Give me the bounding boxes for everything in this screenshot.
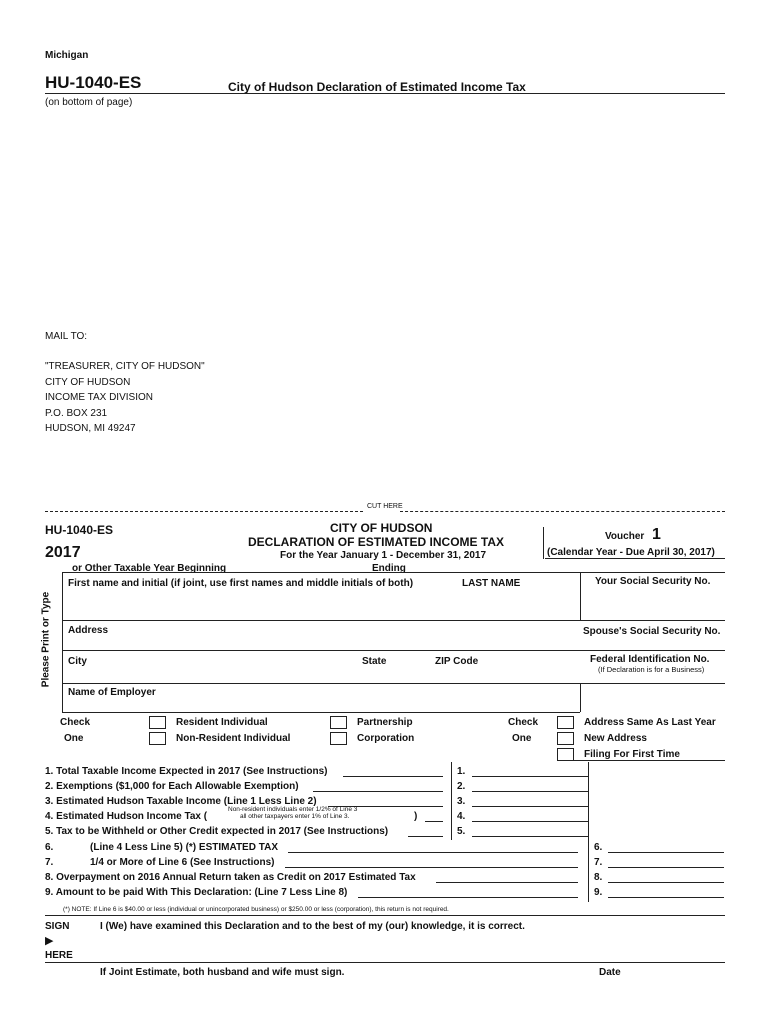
grid-left-rule bbox=[62, 572, 63, 712]
mail-line: P.O. BOX 231 bbox=[45, 408, 108, 419]
line-8-num: 8. bbox=[594, 872, 603, 883]
col-rule-b bbox=[588, 762, 589, 902]
first-time-rule bbox=[574, 760, 725, 761]
date-label: Date bbox=[599, 967, 621, 978]
resident-label: Resident Individual bbox=[176, 717, 268, 728]
state-label: Michigan bbox=[45, 50, 89, 61]
line-9-num: 9. bbox=[594, 887, 603, 898]
line-5-inline bbox=[408, 836, 443, 837]
line-8-inline bbox=[436, 882, 578, 883]
sign-statement: I (We) have examined this Declaration and to the best of my (our) knowledge, it is correct. bbox=[100, 921, 525, 932]
line-5-label: 5. Tax to be Withheld or Other Credit expected in 2017 (See Instructions) bbox=[45, 826, 389, 837]
check-label-2: Check bbox=[508, 717, 539, 728]
employer-label: Name of Employer bbox=[68, 687, 156, 698]
fed-id-label: Federal Identification No. bbox=[590, 654, 710, 665]
first-name-label: First name and initial (if joint, use first names and middle initials of both) bbox=[68, 578, 414, 589]
line-2-num: 2. bbox=[457, 781, 466, 792]
line-7-inline bbox=[285, 867, 578, 868]
grid-rule-2 bbox=[62, 650, 725, 651]
line-9-field[interactable] bbox=[608, 897, 724, 898]
ending-label: Ending bbox=[372, 563, 406, 574]
line-2-label: 2. Exemptions ($1,000 for Each Allowable Exemption) bbox=[45, 781, 299, 792]
voucher-city: CITY OF HUDSON bbox=[330, 521, 433, 535]
mail-line: INCOME TAX DIVISION bbox=[45, 392, 153, 403]
bottom-note: (on bottom of page) bbox=[45, 97, 133, 108]
line-4-note-2: all other taxpayers enter 1% of Line 3. bbox=[240, 813, 350, 820]
fed-id-note: (If Declaration is for a Business) bbox=[598, 665, 705, 674]
footnote-rule bbox=[45, 915, 725, 916]
one-label-2: One bbox=[512, 733, 532, 744]
address-label: Address bbox=[68, 625, 109, 636]
same-address-checkbox[interactable] bbox=[557, 716, 574, 729]
mail-line: CITY OF HUDSON bbox=[45, 377, 131, 388]
voucher-form-id: HU-1040-ES bbox=[45, 523, 114, 537]
line-4-paren: ) bbox=[414, 811, 418, 822]
cut-here-label: CUT HERE bbox=[367, 503, 403, 510]
line-8-label: 8. Overpayment on 2016 Annual Return taken as Credit on 2017 Estimated Tax bbox=[45, 872, 416, 883]
first-time-checkbox[interactable] bbox=[557, 748, 574, 761]
sign-arrow-icon: ▶ bbox=[45, 935, 54, 947]
grid-col-rule bbox=[580, 572, 581, 620]
line-2-inline bbox=[313, 791, 443, 792]
new-address-checkbox[interactable] bbox=[557, 732, 574, 745]
same-address-label: Address Same As Last Year bbox=[584, 717, 716, 728]
footnote: (*) NOTE: If Line 6 is $40.00 or less (individual or unincorporated business) or $250.00 or less (corporation), this return is not required. bbox=[63, 906, 449, 913]
form-id: HU-1040-ES bbox=[45, 73, 142, 92]
line-4-inline bbox=[425, 821, 443, 822]
line-9-inline bbox=[358, 897, 578, 898]
check-label: Check bbox=[60, 717, 91, 728]
resident-checkbox[interactable] bbox=[149, 716, 166, 729]
line-1-label: 1. Total Taxable Income Expected in 2017 (See Instructions) bbox=[45, 766, 328, 777]
line-7-label: 1/4 or More of Line 6 (See Instructions) bbox=[90, 857, 275, 868]
signature-field[interactable] bbox=[45, 962, 725, 963]
print-or-type-label: Please Print or Type bbox=[40, 591, 52, 688]
voucher-due: (Calendar Year - Due April 30, 2017) bbox=[547, 547, 715, 558]
col-rule-a bbox=[451, 762, 452, 840]
state-field-label: State bbox=[362, 656, 387, 667]
line-3-field[interactable] bbox=[472, 806, 588, 807]
title-rule bbox=[45, 93, 725, 94]
due-rule bbox=[545, 558, 725, 559]
cut-line-left bbox=[45, 511, 363, 512]
line-6-inline bbox=[288, 852, 578, 853]
voucher-divider bbox=[543, 527, 544, 559]
mail-line: "TREASURER, CITY OF HUDSON" bbox=[45, 361, 205, 372]
nonresident-label: Non-Resident Individual bbox=[176, 733, 291, 744]
grid-rule-3 bbox=[62, 683, 725, 684]
line-4-note-1: Non-resident individuals enter 1/2% of Line 3 bbox=[228, 806, 358, 813]
joint-note: If Joint Estimate, both husband and wife must sign. bbox=[100, 967, 345, 978]
new-address-label: New Address bbox=[584, 733, 647, 744]
grid-top-rule bbox=[62, 572, 725, 573]
line-6-num-left: 6. bbox=[45, 842, 54, 853]
line-2-field[interactable] bbox=[472, 791, 588, 792]
city-label: City bbox=[68, 656, 87, 667]
nonresident-checkbox[interactable] bbox=[149, 732, 166, 745]
spouse-ssn-label: Spouse's Social Security No. bbox=[583, 626, 721, 637]
corporation-checkbox[interactable] bbox=[330, 732, 347, 745]
mail-line: HUDSON, MI 49247 bbox=[45, 423, 136, 434]
last-name-label: LAST NAME bbox=[462, 578, 521, 589]
voucher-year: 2017 bbox=[45, 544, 81, 561]
sign-label: SIGN bbox=[45, 921, 70, 932]
first-time-label: Filing For First Time bbox=[584, 749, 680, 760]
line-6-label: (Line 4 Less Line 5) (*) ESTIMATED TAX bbox=[90, 842, 278, 853]
corporation-label: Corporation bbox=[357, 733, 415, 744]
line-6-num: 6. bbox=[594, 842, 603, 853]
here-label: HERE bbox=[45, 950, 73, 961]
line-8-field[interactable] bbox=[608, 882, 724, 883]
line-4-num: 4. bbox=[457, 811, 466, 822]
ssn-label: Your Social Security No. bbox=[595, 576, 711, 587]
line-7-num-left: 7. bbox=[45, 857, 54, 868]
line-6-field[interactable] bbox=[608, 852, 724, 853]
voucher-heading: DECLARATION OF ESTIMATED INCOME TAX bbox=[248, 535, 504, 549]
voucher-period: For the Year January 1 - December 31, 2017 bbox=[280, 550, 487, 561]
line-1-num: 1. bbox=[457, 766, 466, 777]
line-7-num: 7. bbox=[594, 857, 603, 868]
line-5-num: 5. bbox=[457, 826, 466, 837]
line-4-field[interactable] bbox=[472, 821, 588, 822]
cut-line-right bbox=[400, 511, 725, 512]
voucher-label: Voucher bbox=[605, 531, 645, 542]
line-3-label: 3. Estimated Hudson Taxable Income (Line 1 Less Line 2) bbox=[45, 796, 317, 807]
line-9-label: 9. Amount to be paid With This Declaration: (Line 7 Less Line 8) bbox=[45, 887, 348, 898]
voucher-number: 1 bbox=[652, 526, 661, 543]
partnership-checkbox[interactable] bbox=[330, 716, 347, 729]
line-7-field[interactable] bbox=[608, 867, 724, 868]
partnership-label: Partnership bbox=[357, 717, 413, 728]
grid-rule-4 bbox=[62, 712, 580, 713]
zip-label: ZIP Code bbox=[435, 656, 479, 667]
line-5-field[interactable] bbox=[472, 836, 588, 837]
grid-col-rule-2 bbox=[580, 683, 581, 712]
line-1-field[interactable] bbox=[472, 776, 588, 777]
one-label: One bbox=[64, 733, 84, 744]
line-3-num: 3. bbox=[457, 796, 466, 807]
line-4-label: 4. Estimated Hudson Income Tax ( bbox=[45, 811, 208, 822]
page-title: City of Hudson Declaration of Estimated Income Tax bbox=[228, 80, 526, 94]
line-1-inline bbox=[343, 776, 443, 777]
mail-label: MAIL TO: bbox=[45, 331, 88, 342]
other-year-label: or Other Taxable Year Beginning bbox=[72, 563, 227, 574]
grid-rule-1 bbox=[62, 620, 725, 621]
